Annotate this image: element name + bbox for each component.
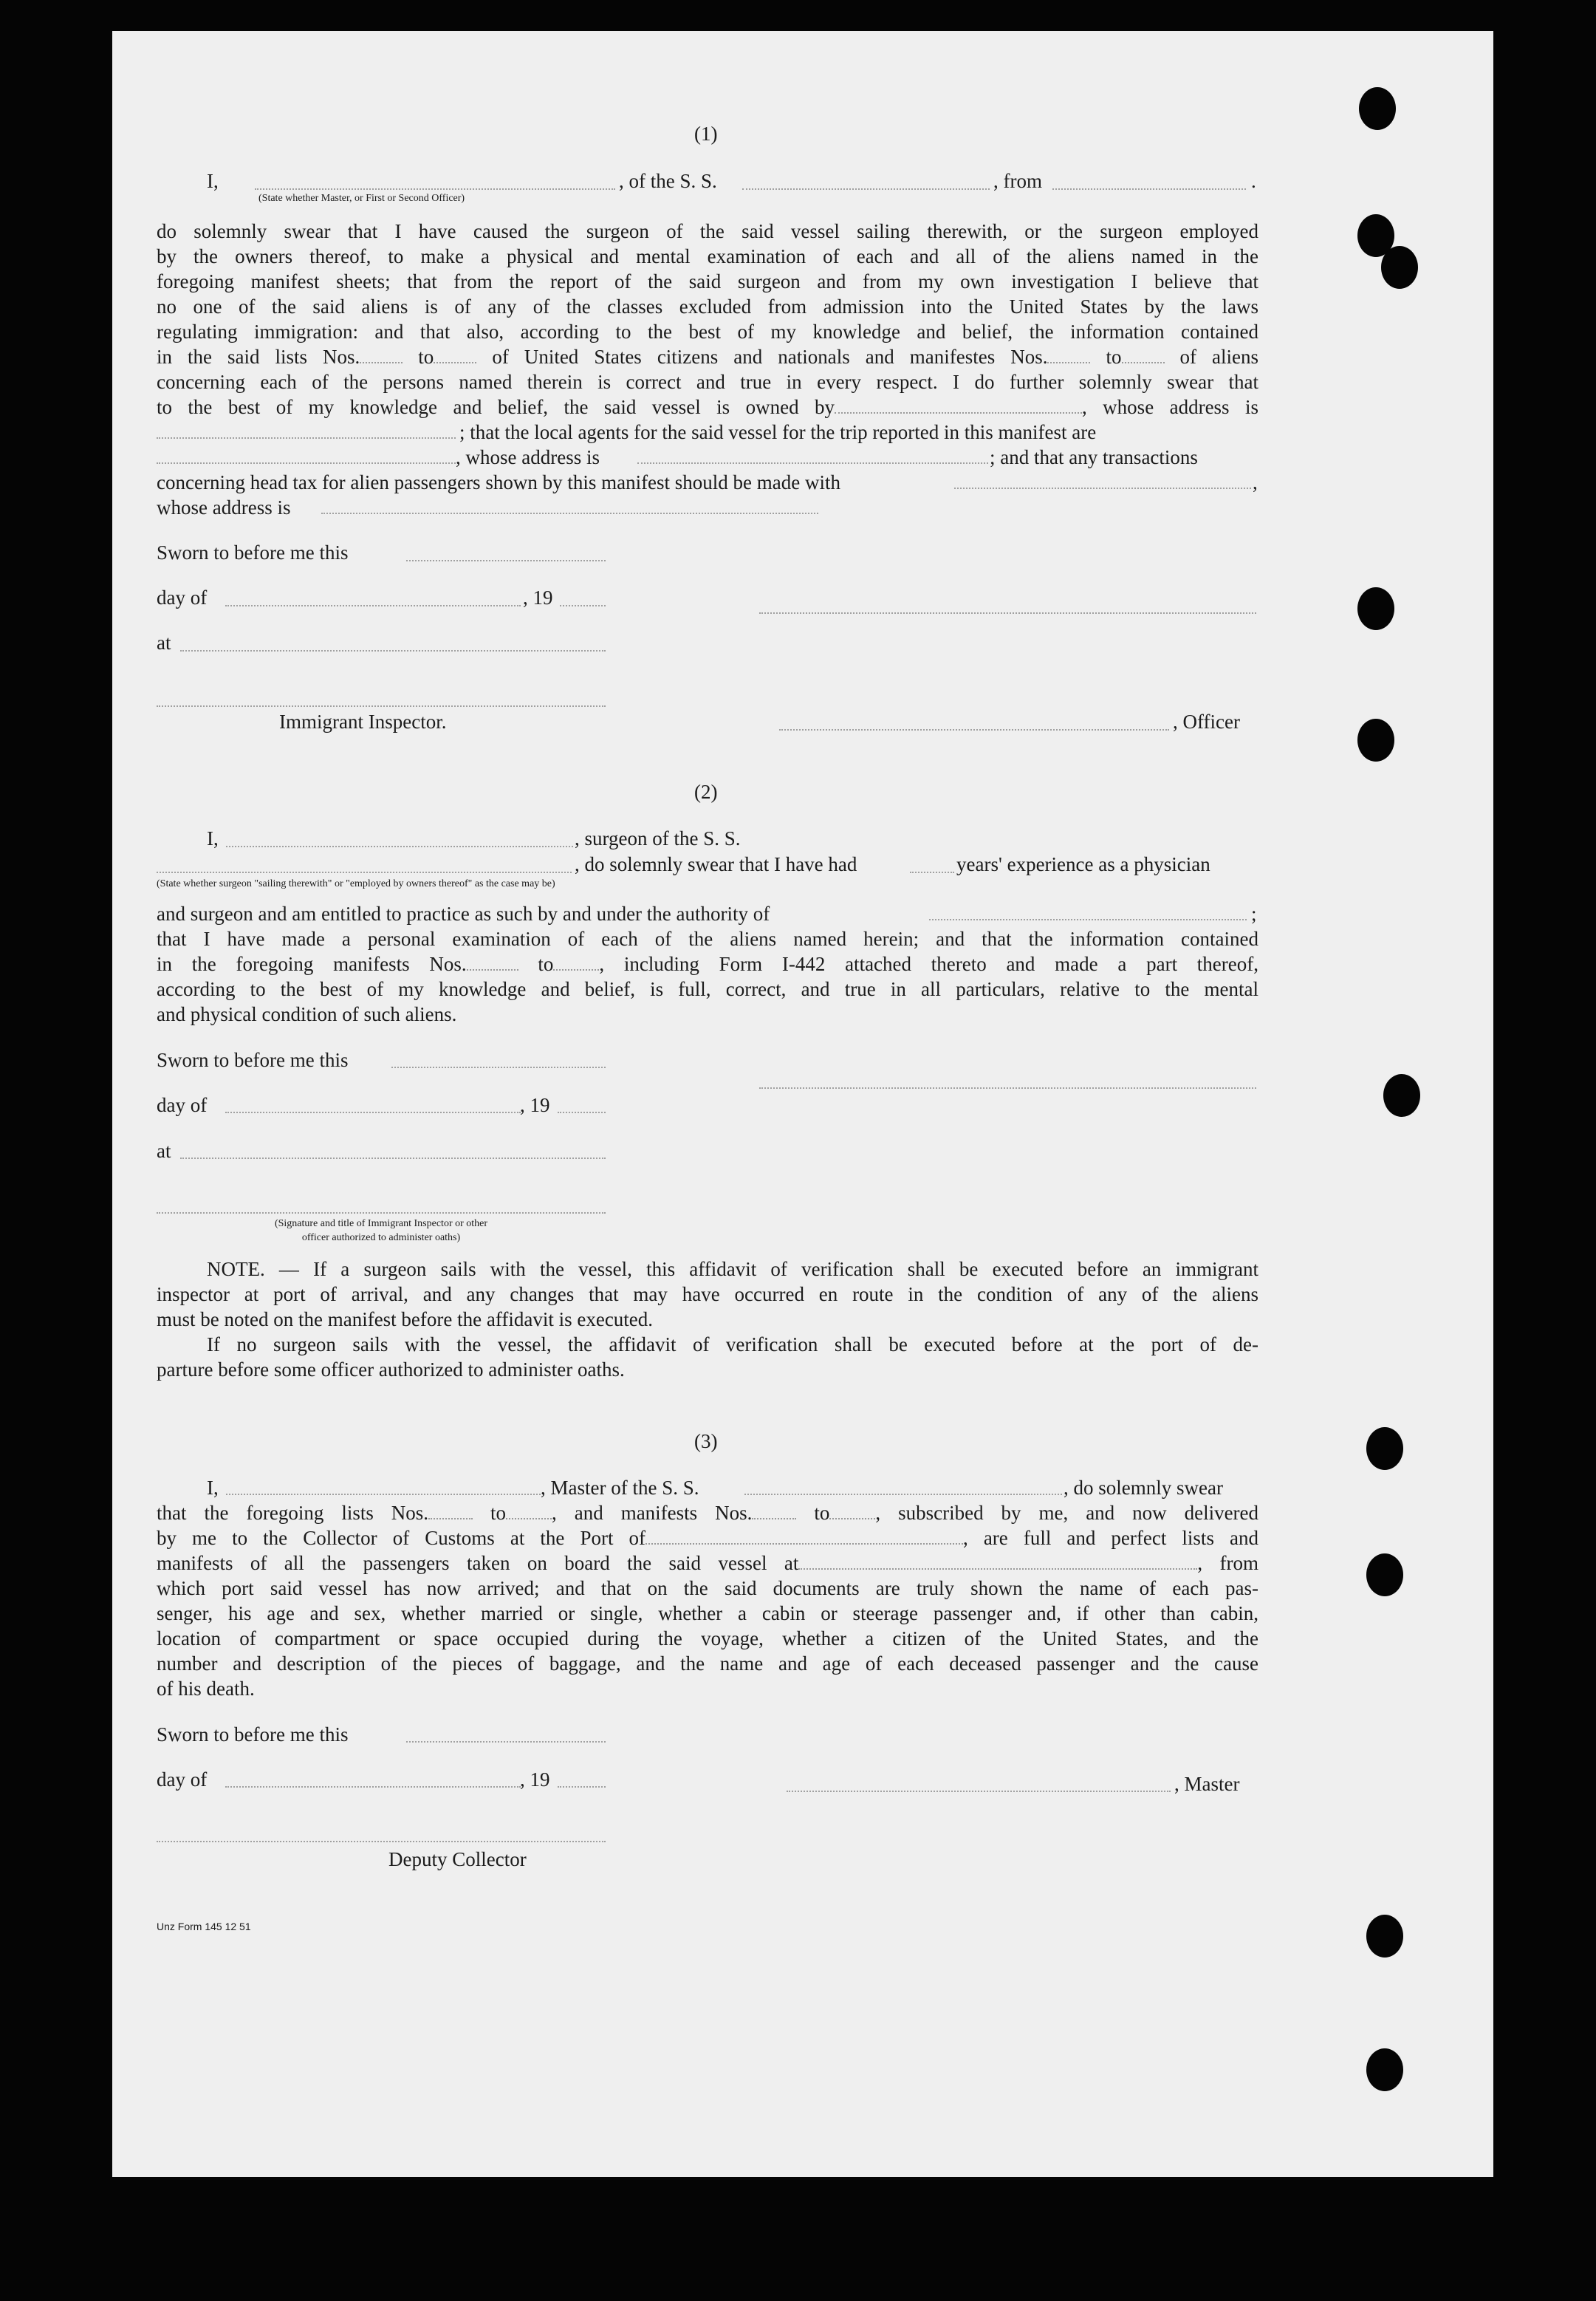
year-label: , 19: [520, 1094, 550, 1116]
inspector-signature-line[interactable]: [157, 1212, 606, 1214]
at-label: at: [157, 1140, 171, 1162]
punch-hole: [1357, 719, 1394, 762]
master-label: , Master: [1174, 1773, 1240, 1795]
manifests-line: manifests of all the passengers taken on board the said vessel at , from: [157, 1552, 1258, 1574]
manifest-to-field[interactable]: [553, 953, 599, 971]
sworn-date-field[interactable]: [391, 1067, 606, 1068]
sworn-date-field[interactable]: [406, 1741, 606, 1743]
owner-address-field[interactable]: [157, 437, 456, 439]
at-label: at: [157, 632, 171, 654]
month-field[interactable]: [225, 1786, 521, 1788]
year-field[interactable]: [558, 1112, 606, 1113]
body-line: regulating immigration: and that also, according to the best of my knowledge and belief, the information contained: [157, 321, 1258, 343]
day-of-label: day of: [157, 1094, 208, 1116]
vessel-name-field[interactable]: [742, 188, 990, 190]
officer-note: (State whether Master, or First or Second Officer): [258, 193, 465, 204]
section-number: (1): [694, 123, 718, 145]
place-field[interactable]: [180, 1158, 606, 1159]
punch-hole: [1357, 587, 1394, 630]
manifest-from-field[interactable]: [467, 953, 518, 971]
list-to-field[interactable]: [506, 1502, 552, 1519]
collector-line: by me to the Collector of Customs at the Port of , are full and perfect lists and: [157, 1527, 1258, 1549]
punch-hole: [1366, 2048, 1403, 2091]
place-field[interactable]: [180, 650, 606, 652]
label-end: .: [1251, 170, 1256, 192]
transactions-text: ; and that any transactions: [990, 446, 1198, 468]
label-I: I,: [207, 1477, 219, 1499]
body-line: senger, his age and sex, whether married or single, whether a cabin or steerage passenger and, if other than cabin,: [157, 1602, 1258, 1624]
section1-body: [157, 219, 1258, 420]
manifest-to-field[interactable]: [829, 1502, 875, 1519]
body-line: that I have made a personal examination of each of the aliens named herein; and that the information contained: [157, 928, 1258, 950]
lists-line: in the said lists Nos. to of United States citizens and nationals and manifestes Nos. to of aliens: [157, 346, 1259, 368]
vessel-name-field[interactable]: [744, 1494, 1062, 1495]
master-name-field[interactable]: [226, 1494, 541, 1495]
year-label: , 19: [523, 587, 553, 609]
whose-address-label: whose address is: [157, 496, 291, 519]
note-line: If no surgeon sails with the vessel, the affidavit of verification shall be executed before at the port of de-: [207, 1333, 1258, 1355]
master-signature-line[interactable]: [787, 1791, 1171, 1792]
section-number: (2): [694, 781, 718, 803]
surgeon-of-ss-label: , surgeon of the S. S.: [575, 827, 741, 849]
deputy-collector-label: Deputy Collector: [388, 1848, 527, 1870]
sworn-label: Sworn to before me this: [157, 1049, 349, 1071]
owned-line: to the best of my knowledge and belief, the said vessel is owned by , whose address is: [157, 396, 1258, 418]
deputy-signature-line[interactable]: [157, 1841, 606, 1842]
surgeon-capacity-field[interactable]: [157, 872, 572, 873]
year-field[interactable]: [558, 1786, 606, 1788]
punch-hole: [1366, 1915, 1403, 1958]
officer-sig-field[interactable]: [779, 729, 1169, 731]
signature-note: officer authorized to administer oaths): [301, 1232, 461, 1243]
manifest-from-field[interactable]: [1047, 346, 1090, 363]
officer-name-field[interactable]: [255, 188, 615, 190]
embark-port-field[interactable]: [798, 1552, 1197, 1570]
master-of-ss-label: , Master of the S. S.: [541, 1477, 699, 1499]
headtax-field[interactable]: [954, 488, 1251, 489]
body-line: number and description of the pieces of baggage, and the name and age of each deceased passenger and the cause: [157, 1652, 1258, 1675]
sworn-label: Sworn to before me this: [157, 541, 349, 564]
authority-text: and surgeon and am entitled to practice as such by and under the authority of: [157, 903, 770, 925]
punch-hole: [1359, 87, 1396, 130]
agents-field[interactable]: [157, 462, 456, 464]
surgeon-signature-line[interactable]: [759, 1087, 1256, 1089]
sworn-date-field[interactable]: [406, 560, 606, 561]
surgeon-note: (State whether surgeon "sailing therewith" or "employed by owners thereof" as the case may be): [157, 878, 555, 889]
officer-label: , Officer: [1173, 711, 1240, 733]
form-number: Unz Form 145 12 51: [157, 1921, 251, 1932]
note-line: inspector at port of arrival, and any changes that may have occurred en route in the condition of any of the aliens: [157, 1283, 1258, 1305]
body-line: location of compartment or space occupied during the voyage, whether a citizen of the United States, and the: [157, 1627, 1258, 1649]
sworn-label: Sworn to before me this: [157, 1723, 349, 1746]
years-field[interactable]: [910, 872, 954, 873]
body-line: according to the best of my knowledge and belief, is full, correct, and true in all particulars, relative to the mental: [157, 978, 1258, 1000]
from-port-field[interactable]: [1052, 188, 1246, 190]
agents-address-field[interactable]: [637, 462, 988, 464]
swear-label: , do solemnly swear: [1064, 1477, 1223, 1499]
note-line: NOTE. — If a surgeon sails with the vessel, this affidavit of verification shall be executed before an immigrant: [207, 1258, 1258, 1280]
body-line: and physical condition of such aliens.: [157, 1003, 457, 1025]
whose-address-field[interactable]: [321, 513, 818, 514]
port-field[interactable]: [645, 1527, 963, 1545]
agents-text: ; that the local agents for the said vessel for the trip reported in this manifest are: [459, 421, 1097, 443]
inspector-signature-line[interactable]: [157, 705, 606, 707]
manifest-to-field[interactable]: [1122, 346, 1165, 363]
section-number: (3): [694, 1430, 718, 1452]
body-line: concerning each of the persons named therein is correct and true in every respect. I do further solemnly swear that: [157, 371, 1258, 393]
month-field[interactable]: [225, 605, 521, 606]
punch-hole: [1381, 246, 1418, 289]
note-block: [157, 1257, 1258, 1382]
lists-line: that the foregoing lists Nos. to , and manifests Nos. to , subscribed by me, and now delivered: [157, 1502, 1259, 1524]
officer-signature-line[interactable]: [759, 612, 1256, 614]
list-from-field[interactable]: [428, 1502, 473, 1519]
body-line: by the owners thereof, to make a physical and mental examination of each and all of the aliens named in the: [157, 245, 1258, 267]
agents-address-label: , whose address is: [456, 446, 600, 468]
month-field[interactable]: [225, 1112, 521, 1113]
note-line: must be noted on the manifest before the affidavit is executed.: [157, 1308, 654, 1330]
headtax-text: concerning head tax for alien passengers shown by this manifest should be made with: [157, 471, 841, 493]
punch-hole: [1366, 1427, 1403, 1470]
label-from: , from: [993, 170, 1042, 192]
label-I: I,: [207, 827, 219, 849]
authority-field[interactable]: [929, 919, 1247, 920]
label-of-ss: , of the S. S.: [619, 170, 717, 192]
years-label: years' experience as a physician: [956, 853, 1210, 875]
label-I: I,: [207, 170, 219, 192]
year-field[interactable]: [560, 605, 606, 606]
headtax-end: ,: [1253, 471, 1258, 493]
punch-hole: [1383, 1074, 1420, 1117]
day-of-label: day of: [157, 587, 208, 609]
list-from-field[interactable]: [360, 346, 403, 363]
owner-field[interactable]: [835, 396, 1082, 414]
year-label: , 19: [520, 1768, 550, 1791]
body-line: do solemnly swear that I have caused the surgeon of the said vessel sailing therewith, or the surgeon employed: [157, 220, 1258, 242]
surgeon-name-field[interactable]: [226, 846, 573, 847]
manifest-from-field[interactable]: [752, 1502, 796, 1519]
punch-hole: [1366, 1553, 1403, 1596]
manifests-line: in the foregoing manifests Nos. to , including Form I-442 attached thereto and made a part thereof,: [157, 953, 1259, 975]
section3-body: [157, 1500, 1258, 1701]
note-line: parture before some officer authorized to administer oaths.: [157, 1358, 625, 1381]
section2-body: [157, 926, 1258, 1027]
list-to-field[interactable]: [434, 346, 476, 363]
body-line: foregoing manifest sheets; that from the report of the said surgeon and from my own investigation I believe that: [157, 270, 1258, 293]
body-line: no one of the said aliens is of any of the classes excluded from admission into the United States by the laws: [157, 295, 1258, 318]
swear-label: , do solemnly swear that I have had: [575, 853, 857, 875]
body-line: of his death.: [157, 1678, 255, 1700]
day-of-label: day of: [157, 1768, 208, 1791]
signature-note: (Signature and title of Immigrant Inspector or other: [274, 1218, 488, 1229]
authority-end: ;: [1251, 903, 1257, 925]
body-line: which port said vessel has now arrived; and that on the said documents are truly shown the name of each pas-: [157, 1577, 1258, 1599]
immigrant-inspector-label: Immigrant Inspector.: [279, 711, 447, 733]
